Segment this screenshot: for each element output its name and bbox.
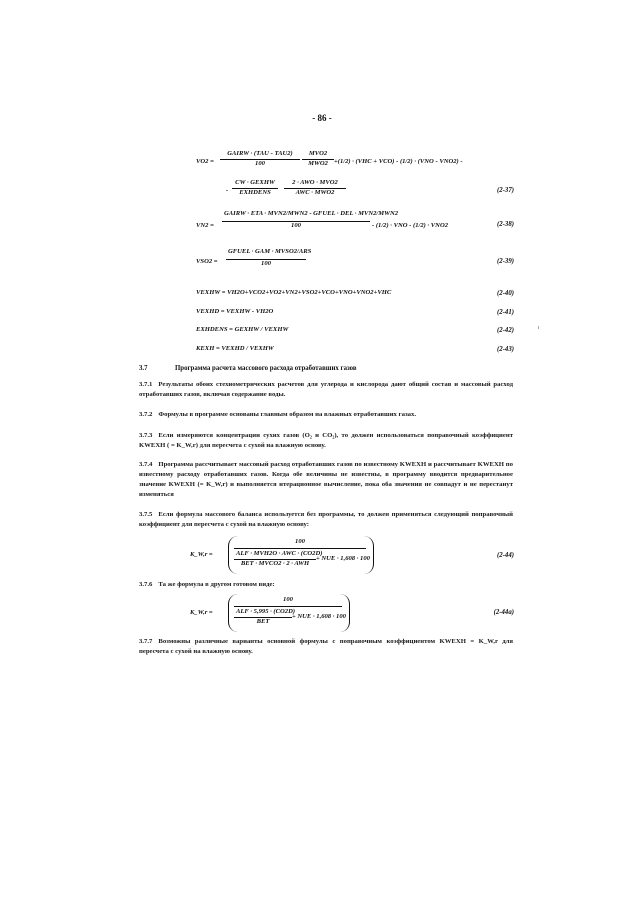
equation-number: (2-40) [497,290,514,297]
equation-number: (2-37) [497,187,514,194]
fraction [234,539,366,549]
fraction-denominator: BET · MVCO2 · 2 · AWH [240,559,310,567]
equation-2-44 [190,536,390,576]
margin-mark [538,326,539,329]
paragraph-number: 3.7.1 [139,381,153,388]
equation-2-37-line2 [226,180,386,202]
equation-number: (2-42) [497,327,514,334]
fraction-numerator: GFUEL · GAM · MVSO2/ARS [226,249,306,260]
fraction-denominator: EXHDENS [239,188,271,196]
equation-rest: - (1/2) · VNO - (1/2) · VNO2 [372,222,449,229]
paragraph-3-7-2 [139,410,513,420]
fraction-denominator: MWO2 [308,159,328,167]
fraction-numerator: 2 · AWO · MVO2 [284,180,346,189]
fraction [222,210,399,229]
fraction [302,151,334,167]
equation-2-42: EXHDENS = GEXHW / VEXHW [196,326,289,333]
section-number: 3.7 [139,365,148,372]
fraction-numerator: CW · GEXHW [232,180,278,189]
fraction-denominator: AWC · MWO2 [295,188,335,196]
paragraph-text: Та же формула в другом готовом виде: [158,581,275,588]
equation-2-39 [196,247,336,275]
equation-number: (2-44a) [493,609,514,616]
equation-2-43: KEXH = VEXHD / VEXHW [196,345,274,352]
paragraph-3-7-3 [139,431,513,451]
fraction [284,180,346,196]
fraction-denominator: BET [256,617,270,625]
equation-lhs: VO2 = [196,158,214,165]
equation-number: (2-39) [497,258,514,265]
fraction-numerator: 100 [234,539,366,549]
paragraph-3-7-5 [139,510,513,530]
equation-lead: - [226,187,229,194]
fraction [234,608,296,625]
paragraph-text: Возможны различные варианты основной формулы с поправочным коэффициентом KWEXH = K_W,r для пересчета с сухой на влажную основу. [139,638,513,655]
paragraph-number: 3.7.4 [139,461,153,468]
paragraph-text: Результаты обоих стехиометрических расчетов для углерода и кислорода дают общий состав и массовый расход отработавших газов, включая содержание воды. [139,381,513,398]
equation-lhs: K_W,r = [190,551,213,558]
fraction-denominator: 100 [291,221,301,229]
paragraph-3-7-1 [139,380,513,400]
fraction [226,248,312,267]
fraction [220,151,300,167]
equation-2-38 [196,209,486,239]
paragraph-number: 3.7.7 [139,638,153,645]
page-number: - 86 - [312,113,332,123]
equation-lhs: VSO2 = [196,258,218,265]
fraction [234,597,342,607]
paragraph-text: Если формула массового баланса используется без программы, то должен применяться следующий поправочный коэффициент для пересчета с сухой на влажную основу: [139,511,513,528]
paragraph-3-7-7 [139,637,513,657]
equation-2-41: VEXHD = VEXHW - VH2O [196,308,274,315]
fraction-numerator: ALF · 5,995 · (CO2D) [234,609,292,618]
fraction-numerator: 100 [234,597,342,607]
equation-2-37-line1 [196,151,496,173]
equation-number: (2-43) [497,346,514,353]
equation-number: (2-44) [497,552,514,559]
paragraph-number: 3.7.5 [139,511,153,518]
fraction-numerator: ALF · MVH2O · AWC · (CO2D) [234,551,316,560]
equation-rest: +(1/2) · (VHC + VCO) - (1/2) · (VNO - VNO2) - [334,158,463,165]
fraction [232,180,278,196]
fraction-numerator: MVO2 [302,151,334,160]
paragraph-3-7-6 [139,580,513,590]
fraction-denominator: 100 [255,159,265,167]
fraction-numerator: GAIRW · ETA · MVN2/MWN2 - GFUEL · DEL · MVN2/MWN2 [222,211,370,222]
fraction [234,550,323,567]
paragraph-text: Программа рассчитывает массовый расход отработавших газов по известному KWEXH и рассчитывает KWEXH по известному расходу отработавших газов. Когда обе величины не известны, в программу вводится предварительное значение KWEXH (= K_W,r) и выполняется итерационное вычисление, пока оба значения не совпадут и не перестанут изменяться [139,461,513,498]
equation-rest: + NUE · 1,608 · 100 [316,555,370,562]
equation-lhs: K_W,r = [190,609,213,616]
fraction-denominator: 100 [261,259,271,267]
fraction-numerator: GAIRW · (TAU - TAU2) [220,151,300,160]
paragraph-text: Если измеряются концентрации сухих газов (O₂ и CO₂), то должен использоваться поправочный коэффициент KWEXH ( = K_W,r) для пересчета с сухой на влажную основу. [139,432,513,449]
equation-2-40: VEXHW = VH2O+VCO2+VO2+VN2+VSO2+VCO+VNO+VNO2+VHC [196,289,392,296]
equation-lhs: VN2 = [196,222,214,229]
paragraph-number: 3.7.3 [139,432,153,439]
paragraph-number: 3.7.2 [139,411,153,418]
equation-2-44a [190,594,360,634]
section-title: Программа расчета массового расхода отработавших газов [175,365,357,372]
paragraph-3-7-4 [139,460,513,500]
equation-rest: + NUE · 1,608 · 100 [292,613,346,620]
paragraph-text: Формулы в программе основаны главным образом на влажных отработавших газах. [158,411,416,418]
equation-number: (2-41) [497,309,514,316]
paragraph-number: 3.7.6 [139,581,153,588]
equation-number: (2-38) [497,221,514,228]
